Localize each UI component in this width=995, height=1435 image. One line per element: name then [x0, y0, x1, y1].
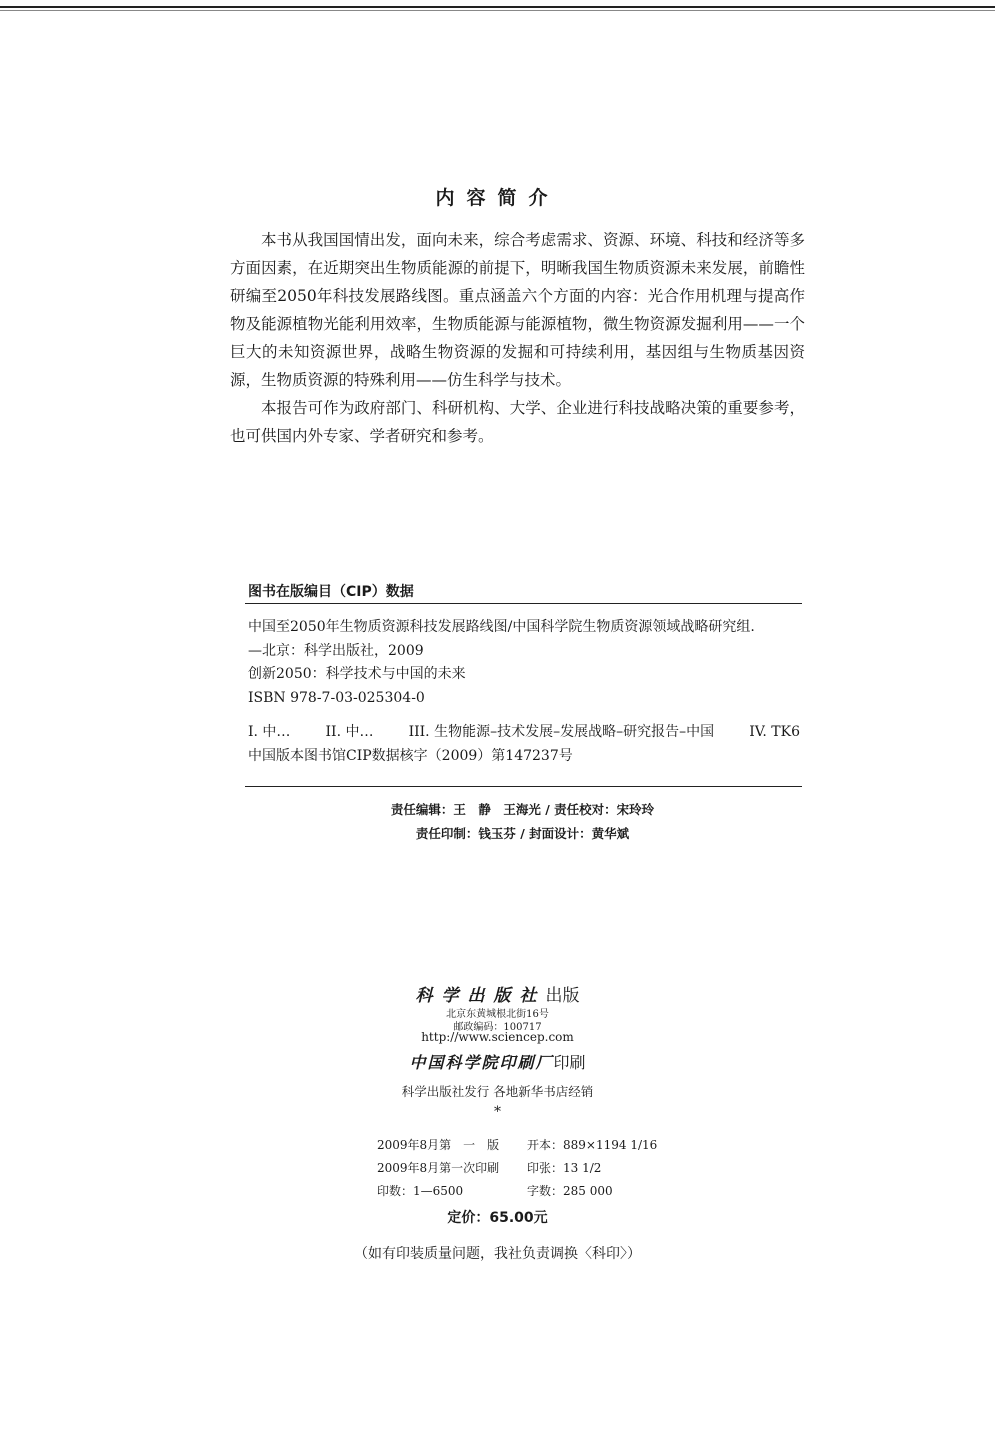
summary-paragraph-2: 本报告可作为政府部门、科研机构、大学、企业进行科技战略决策的重要参考，也可供国内外专家、学者研究和参考。	[230, 399, 805, 445]
cip-record-number: 中国版本图书馆CIP数据核字（2009）第147237号	[248, 747, 573, 764]
top-border-line	[0, 6, 995, 8]
cip-class-3: III. 生物能源–技术发展–发展战略–研究报告–中国	[408, 724, 715, 740]
distribution-line: 科学出版社发行 各地新华书店经销	[401, 1084, 594, 1099]
summary-paragraph-1: 本书从我国国情出发，面向未来，综合考虑需求、资源、环境、科技和经济等多方面因素，在近期突出生物质能源的前提下，明晰我国生物质资源未来发展，前瞻性研编至2050年科技发展路线图。重点涵盖六个方面的内容：光合作用机理与提高作物及能源植物光能利用效率，生物质能源与能源植物，微生物资源发掘利用——一个巨大的未知资源世界，战略生物资源的发掘和可持续利用，基因组与生物质基因资源，生物质资源的特殊利用——仿生科学与技术。	[230, 231, 805, 389]
printer-name: 中国科学院印刷厂	[409, 1053, 554, 1072]
price: 定价：65.00元	[447, 1210, 548, 1226]
cip-title-line: 中国至2050年生物质资源科技发展路线图/中国科学院生物质资源领域战略研究组.	[248, 619, 755, 635]
cip-divider-top	[245, 603, 802, 604]
printer-suffix: 印刷	[553, 1053, 586, 1072]
separator-asterisk: *	[494, 1104, 501, 1120]
print-info	[377, 1134, 657, 1203]
cip-class-4: IV. TK6	[749, 724, 800, 740]
cip-classification	[248, 721, 800, 745]
words: 字数：285 000	[527, 1184, 613, 1198]
cip-divider-bottom	[245, 786, 802, 787]
format: 开本：889×1194 1/16	[527, 1138, 658, 1152]
quality-note: （如有印装质量问题，我社负责调换〈科印〉）	[354, 1246, 641, 1262]
cip-title: 图书在版编目（CIP）数据	[248, 584, 414, 600]
cip-series-line: 创新2050：科学技术与中国的未来	[248, 666, 466, 682]
summary-body	[230, 226, 805, 450]
publisher-name: 科学出版社	[415, 986, 546, 1006]
cip-publisher-line: —北京：科学出版社，2009	[248, 642, 424, 659]
top-border-line-thin	[0, 10, 995, 11]
summary-title: 内容简介	[435, 187, 560, 209]
cip-class-2: II. 中…	[325, 724, 374, 740]
staff-line-1: 责任编辑：王 静 王海光 / 责任校对：宋玲玲	[390, 802, 655, 817]
edition: 2009年8月第 一 版	[377, 1138, 500, 1152]
staff-line-2: 责任印制：钱玉芬 / 封面设计：黄华斌	[415, 826, 630, 841]
publisher-website: http://www.sciencep.com	[421, 1030, 574, 1044]
printer-line	[0, 1050, 995, 1073]
cip-isbn: ISBN 978-7-03-025304-0	[248, 689, 425, 706]
copies: 印数：1—6500	[377, 1184, 464, 1198]
printing: 2009年8月第一次印刷	[377, 1161, 500, 1175]
cip-class-1: I. 中…	[248, 724, 291, 740]
publisher-postcode: 邮政编码：100717	[453, 1022, 542, 1033]
publisher-line	[0, 981, 995, 1006]
cip-block	[248, 616, 808, 768]
publisher-suffix: 出版	[545, 986, 580, 1006]
sheets: 印张：13 1/2	[527, 1161, 602, 1175]
publisher-address: 北京东黄城根北街16号	[446, 1009, 549, 1020]
